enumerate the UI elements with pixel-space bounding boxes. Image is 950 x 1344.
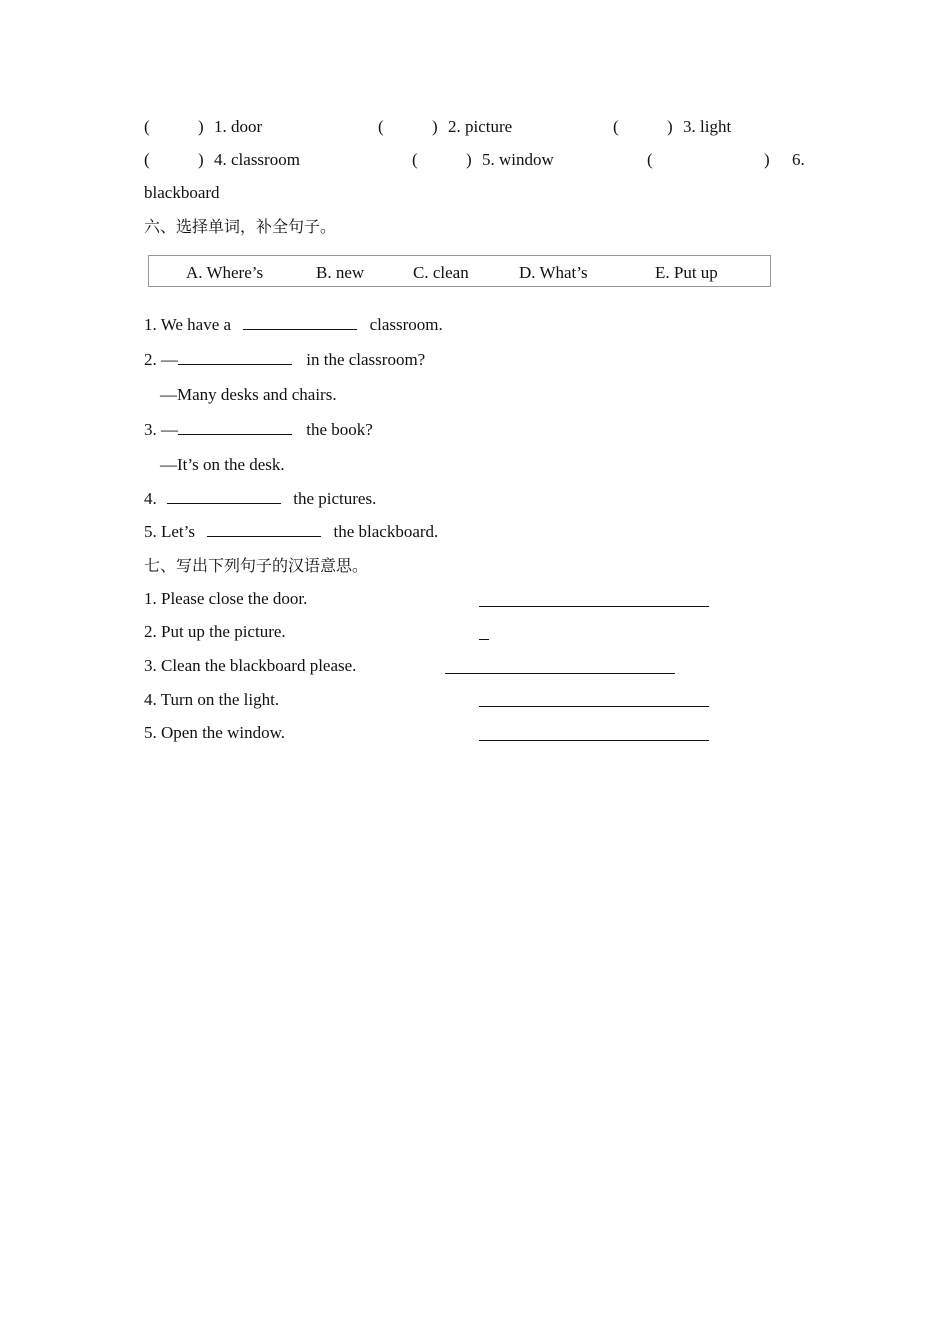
fill-sentence xyxy=(144,420,373,440)
fill-sentence xyxy=(144,489,376,509)
fill-sentence xyxy=(144,522,438,542)
word-item-picture: 2. picture xyxy=(448,117,513,136)
sentence-start: 2. — xyxy=(144,350,178,369)
answer-line[interactable] xyxy=(479,740,709,741)
section-heading: 七、写出下列句子的汉语意思。 xyxy=(144,556,369,575)
sentence-start: 3. — xyxy=(144,420,178,439)
translate-sentence: 2. Put up the picture. xyxy=(144,622,286,641)
sentence-end: the book? xyxy=(306,420,373,439)
paren-close: ) xyxy=(466,150,472,169)
paren-open[interactable]: ( xyxy=(613,117,619,136)
sentence-end: the pictures. xyxy=(293,489,377,508)
option-e: E. Put up xyxy=(655,263,718,282)
answer-line[interactable] xyxy=(479,706,709,707)
paren-close: ) xyxy=(198,150,204,169)
answer-line[interactable] xyxy=(445,673,675,674)
translate-sentence: 1. Please close the door. xyxy=(144,589,308,608)
answer-blank[interactable] xyxy=(207,522,321,537)
paren-close: ) xyxy=(432,117,438,136)
word-item-window: 5. window xyxy=(482,150,554,169)
answer-blank[interactable] xyxy=(178,420,292,435)
reply-line: —Many desks and chairs. xyxy=(160,385,337,404)
word-item-door: 1. door xyxy=(214,117,263,136)
answer-line[interactable] xyxy=(479,639,489,640)
sentence-end: in the classroom? xyxy=(306,350,426,369)
option-c: C. clean xyxy=(413,263,469,282)
sentence-end: classroom. xyxy=(369,315,443,334)
sentence-end: the blackboard. xyxy=(333,522,439,541)
paren-open[interactable]: ( xyxy=(144,117,150,136)
answer-blank[interactable] xyxy=(178,350,292,365)
word-item-blackboard: blackboard xyxy=(144,183,220,202)
fill-sentence xyxy=(144,315,443,335)
option-d: D. What’s xyxy=(519,263,588,282)
paren-open[interactable]: ( xyxy=(647,150,653,169)
answer-blank[interactable] xyxy=(167,489,281,504)
paren-open[interactable]: ( xyxy=(412,150,418,169)
answer-line[interactable] xyxy=(479,606,709,607)
word-item-light: 3. light xyxy=(683,117,732,136)
word-bank-box xyxy=(148,255,771,287)
translate-sentence: 4. Turn on the light. xyxy=(144,690,280,709)
option-b: B. new xyxy=(316,263,365,282)
option-a: A. Where’s xyxy=(186,263,264,282)
paren-close: ) xyxy=(667,117,673,136)
fill-sentence xyxy=(144,350,425,370)
sentence-start: 1. We have a xyxy=(144,315,232,334)
translate-sentence: 5. Open the window. xyxy=(144,723,286,742)
section-heading: 六、选择单词，补全句子。 xyxy=(144,217,337,236)
paren-close: ) xyxy=(198,117,204,136)
sentence-start: 5. Let’s xyxy=(144,522,195,541)
paren-close: ) xyxy=(764,150,770,169)
reply-line: —It’s on the desk. xyxy=(160,455,285,474)
paren-open[interactable]: ( xyxy=(378,117,384,136)
paren-open[interactable]: ( xyxy=(144,150,150,169)
word-item-classroom: 4. classroom xyxy=(214,150,300,169)
word-item-number: 6. xyxy=(792,150,805,169)
sentence-start: 4. xyxy=(144,489,157,508)
translate-sentence: 3. Clean the blackboard please. xyxy=(144,656,357,675)
answer-blank[interactable] xyxy=(243,315,357,330)
